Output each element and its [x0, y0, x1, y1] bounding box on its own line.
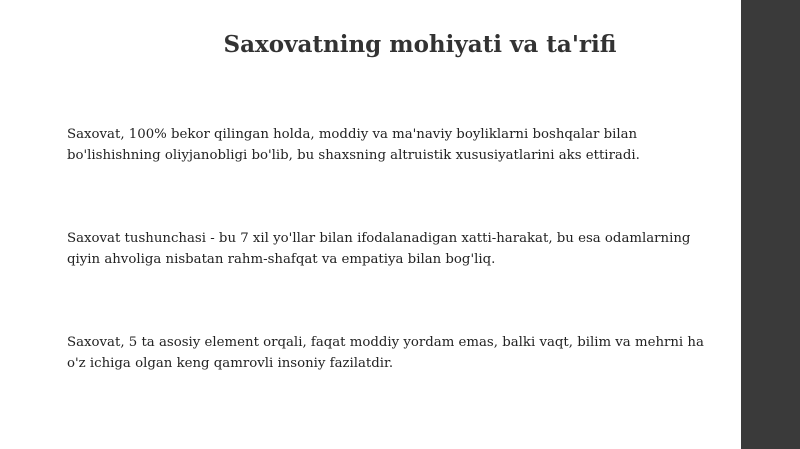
paragraph-definition: [67, 124, 741, 166]
paragraph-line: o'z ichiga olgan keng qamrovli insoniy fazilatdir.: [67, 356, 394, 371]
paragraph-concept: [67, 228, 741, 270]
paragraph-line: bo'lishishning oliyjanobligi bo'lib, bu shaxsning altruistik xususiyatlarini aks ettiradi.: [67, 148, 640, 163]
paragraph-line: qiyin ahvoliga nisbatan rahm-shafqat va empatiya bilan bog'liq.: [67, 252, 496, 267]
paragraph-elements: [67, 332, 741, 374]
paragraph-line: Saxovat tushunchasi - bu 7 xil yo'llar bilan ifodalanadigan xatti-harakat, bu esa odamlarning: [67, 231, 691, 246]
side-panel: [741, 0, 800, 449]
paragraph-line: Saxovat, 100% bekor qilingan holda, moddiy va ma'naviy boyliklarni boshqalar bilan: [67, 127, 638, 142]
slide-title: Saxovatning mohiyati va ta'rifi: [223, 31, 617, 58]
paragraph-line: Saxovat, 5 ta asosiy element orqali, faqat moddiy yordam emas, balki vaqt, bilim va mehrni ha: [67, 335, 704, 350]
